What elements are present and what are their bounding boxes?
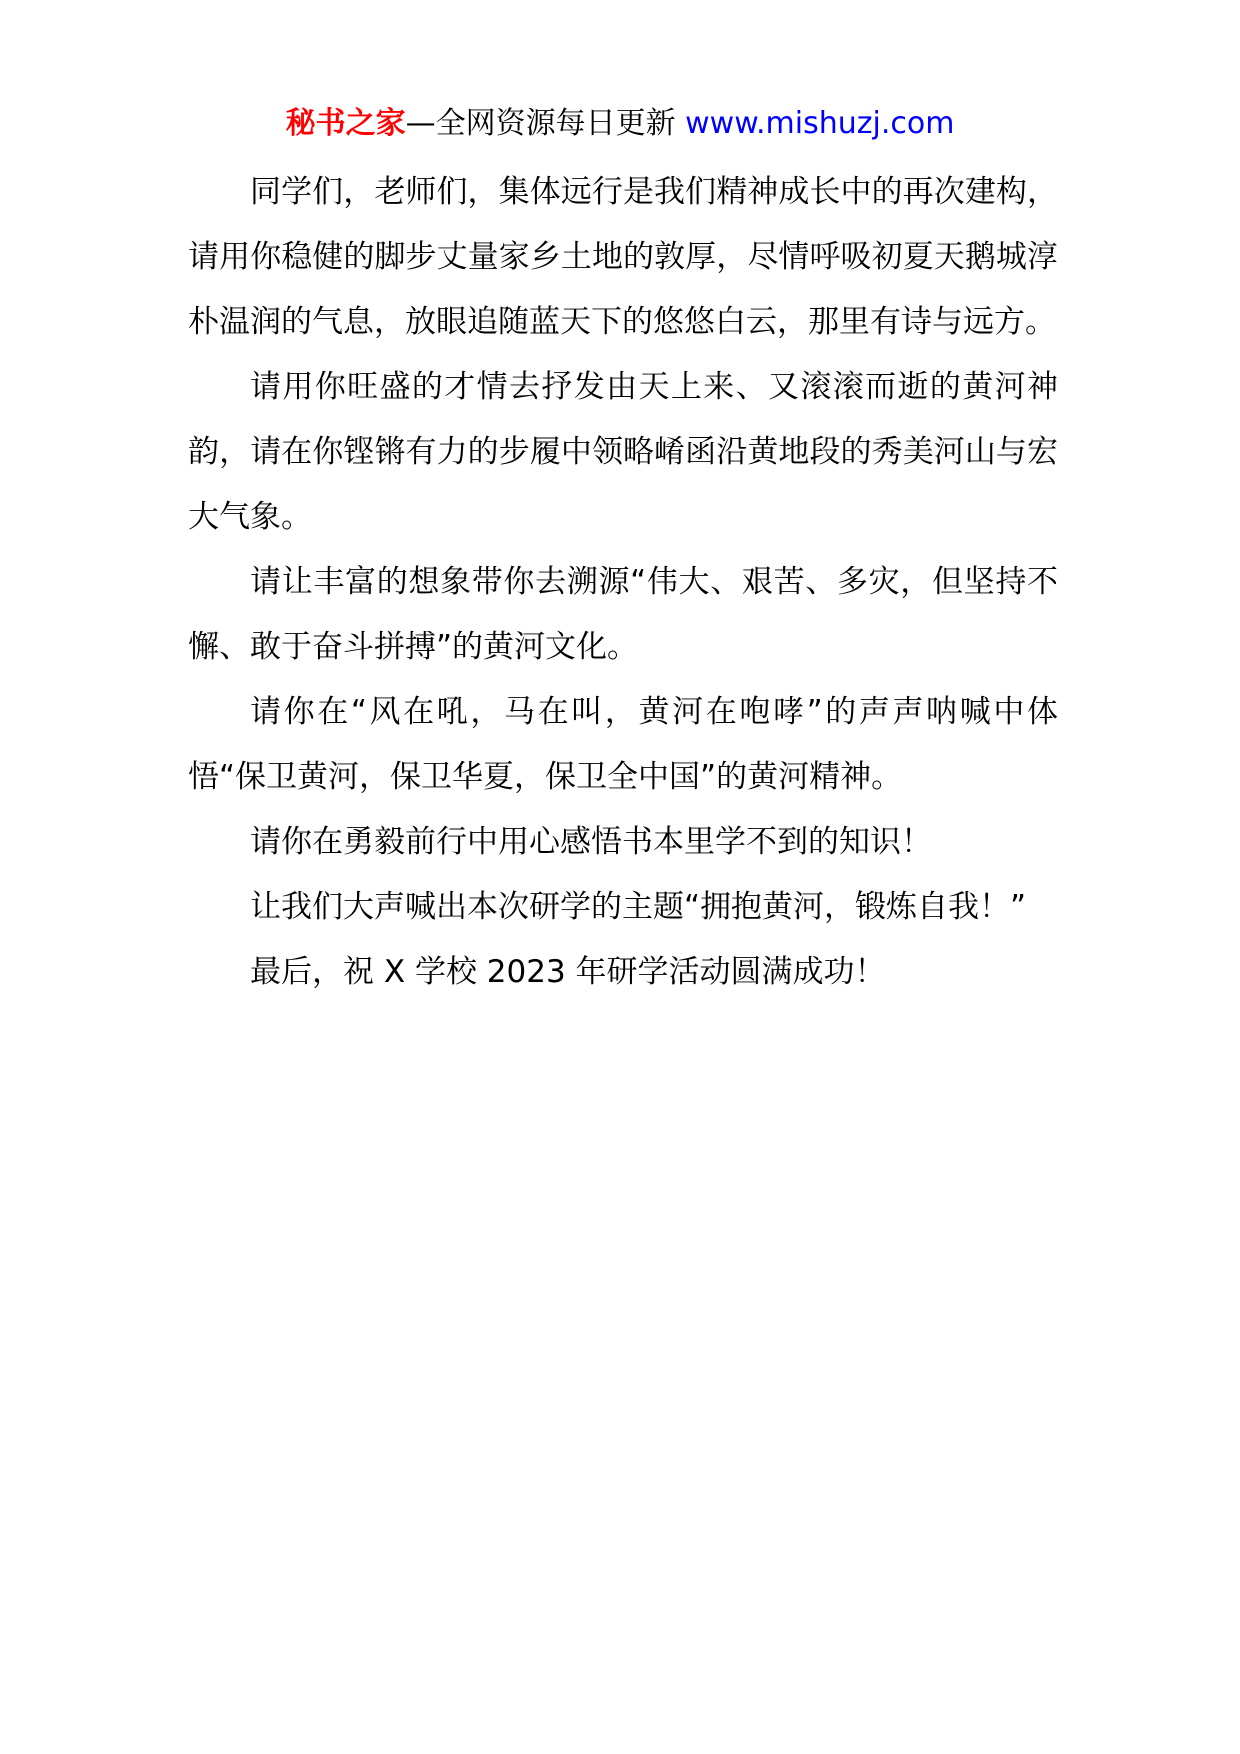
paragraph: 同学们，老师们，集体远行是我们精神成长中的再次建构，请用你稳健的脚步丈量家乡土地的敦厚，尽情呼吸初夏天鹅城淳朴温润的气息，放眼追随蓝天下的悠悠白云，那里有诗与远方。 (188, 174, 1058, 340)
document-body (188, 160, 1058, 1005)
paragraph: 请用你旺盛的才情去抒发由天上来、又滚滚而逝的黄河神韵，请在你铿锵有力的步履中领略崤函沿黄地段的秀美河山与宏大气象。 (188, 369, 1058, 535)
header-tagline: —全网资源每日更新 (405, 106, 676, 141)
page-header (0, 102, 1240, 146)
site-url-link[interactable]: www.mishuzj.com (685, 106, 955, 141)
paragraph: 最后，祝 X 学校 2023 年研学活动圆满成功！ (250, 954, 886, 990)
paragraph: 请你在勇毅前行中用心感悟书本里学不到的知识！ (250, 824, 932, 860)
paragraph: 请你在“风在吼，马在叫，黄河在咆哮”的声声呐喊中体悟“保卫黄河，保卫华夏，保卫全中国”的黄河精神。 (188, 694, 1058, 795)
paragraph: 请让丰富的想象带你去溯源“伟大、艰苦、多灾，但坚持不懈、敢于奋斗拼搏”的黄河文化。 (188, 564, 1058, 665)
paragraph: 让我们大声喊出本次研学的主题“拥抱黄河，锻炼自我！” (250, 889, 1027, 925)
brand-name: 秘书之家 (285, 106, 406, 141)
